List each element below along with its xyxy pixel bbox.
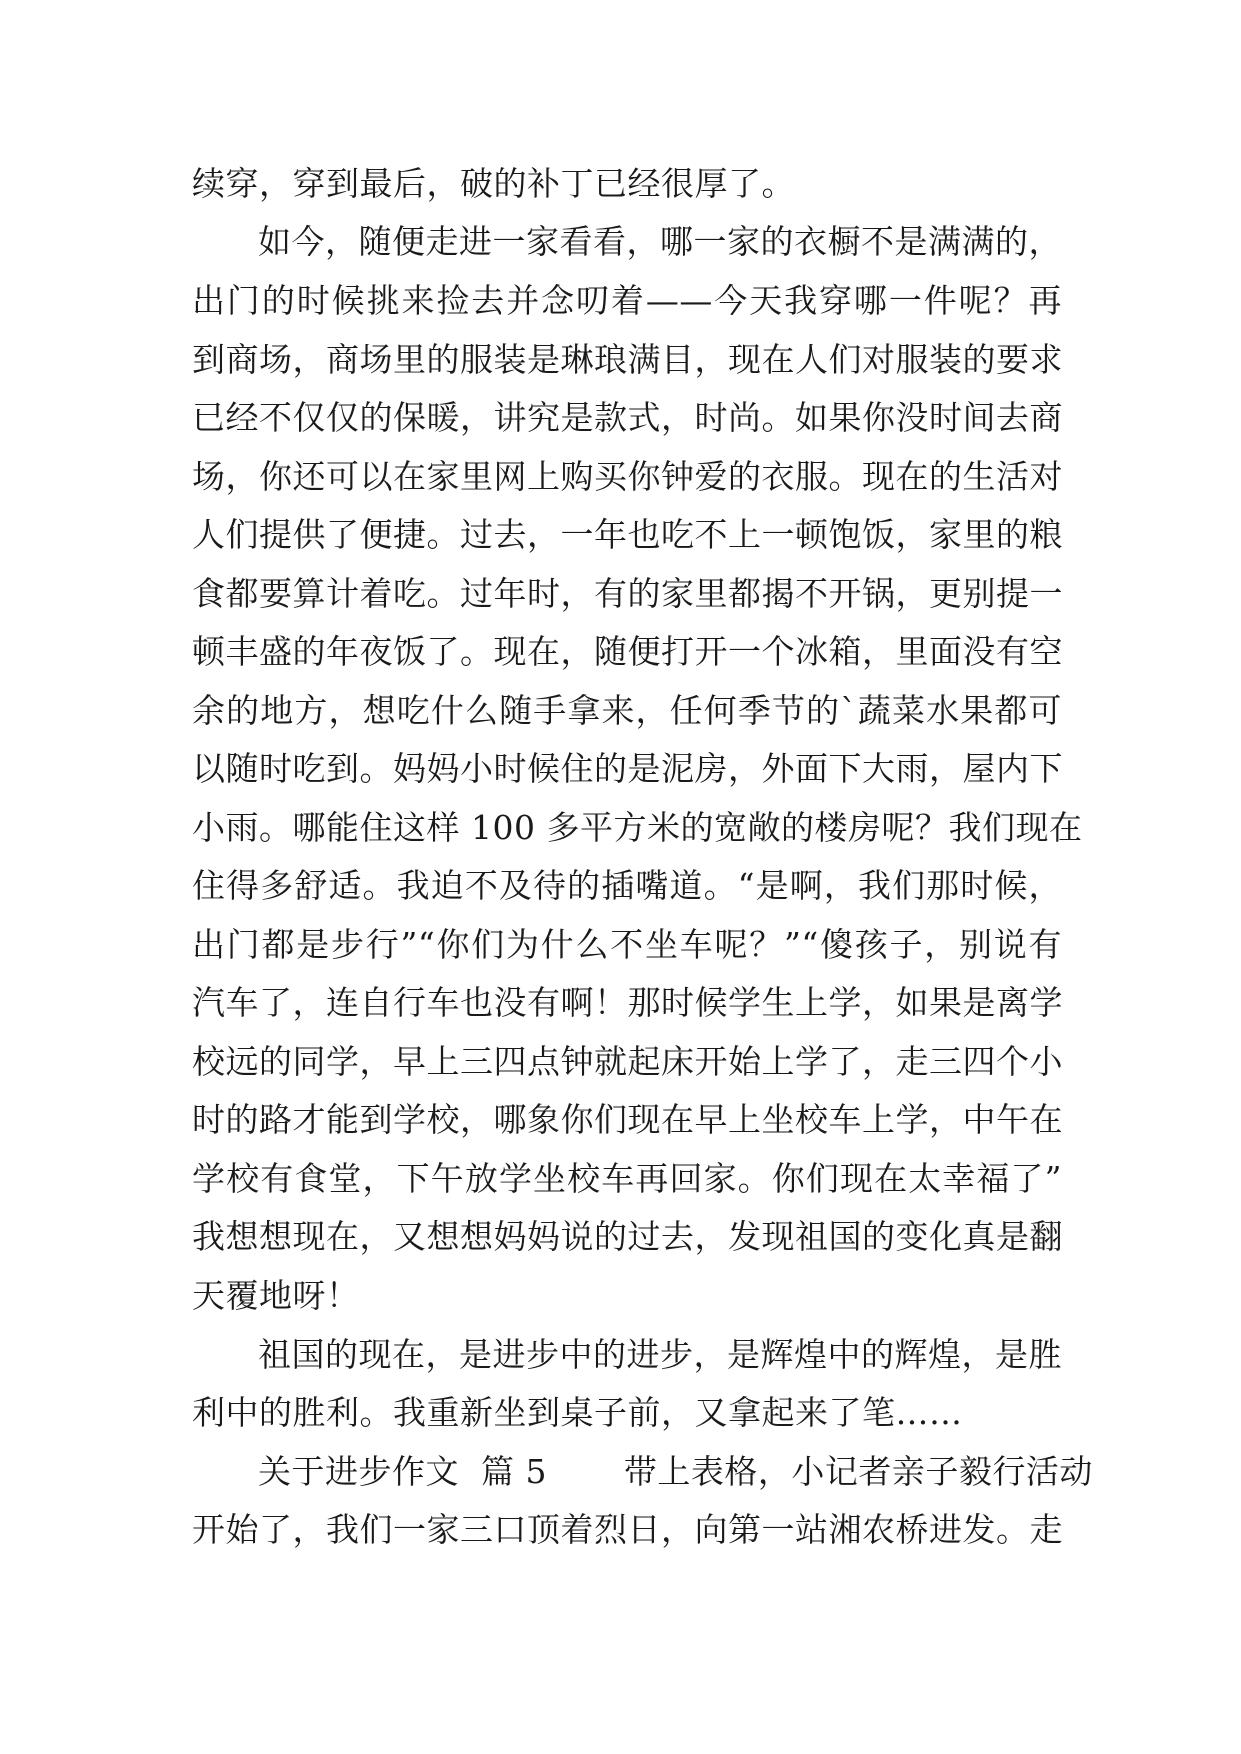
paragraph-first-line: 祖国的现在，是进步中的进步，是辉煌中的辉煌，是胜	[258, 1335, 1062, 1374]
text-line: 时的路才能到学校，哪象你们现在早上坐校车上学，中午在	[192, 1100, 1063, 1139]
text-line: 天覆地呀！	[192, 1276, 360, 1315]
text-line: 续穿，穿到最后，破的补丁已经很厚了。	[192, 164, 795, 203]
text-line: 学校有食堂，下午放学坐校车再回家。你们现在太幸福了”	[192, 1159, 1062, 1198]
text-line: 以随时吃到。妈妈小时候住的是泥房，外面下大雨，屋内下	[192, 749, 1063, 788]
text-line: 汽车了，连自行车也没有啊！那时候学生上学，如果是离学	[192, 983, 1063, 1022]
paragraph-first-line: 如今，随便走进一家看看，哪一家的衣橱不是满满的，	[258, 222, 1062, 261]
text-line: 利中的胜利。我重新坐到桌子前，又拿起来了笔……	[192, 1393, 963, 1432]
text-line: 校远的同学，早上三四点钟就起床开始上学了，走三四个小	[192, 1042, 1063, 1081]
text-line: 余的地方，想吃什么随手拿来，任何季节的`蔬菜水果都可	[192, 691, 1062, 730]
text-line: 小雨。哪能住这样 100 多平方米的宽敞的楼房呢？我们现在	[192, 808, 1083, 847]
text-line: 住得多舒适。我迫不及待的插嘴道。“是啊，我们那时候，	[192, 866, 1062, 905]
text-line: 食都要算计着吃。过年时，有的家里都揭不开锅，更别提一	[192, 574, 1063, 613]
text-line: 顿丰盛的年夜饭了。现在，随便打开一个冰箱，里面没有空	[192, 632, 1063, 671]
text-line: 出门都是步行”“你们为什么不坐车呢？”“傻孩子，别说有	[192, 925, 1062, 964]
text-line: 人们提供了便捷。过去，一年也吃不上一顿饱饭，家里的粮	[192, 515, 1063, 554]
text-line: 到商场，商场里的服装是琳琅满目，现在人们对服装的要求	[192, 340, 1063, 379]
text-line: 我想想现在，又想想妈妈说的过去，发现祖国的变化真是翻	[192, 1217, 1063, 1256]
section-heading-line: 关于进步作文 篇 5 带上表格，小记者亲子毅行活动	[258, 1452, 1093, 1491]
text-line: 已经不仅仅的保暖，讲究是款式，时尚。如果你没时间去商	[192, 398, 1063, 437]
text-line: 开始了，我们一家三口顶着烈日，向第一站湘农桥进发。走	[192, 1510, 1063, 1549]
text-line: 场，你还可以在家里网上购买你钟爱的衣服。现在的生活对	[192, 457, 1063, 496]
text-line: 出门的时候挑来捡去并念叨着——今天我穿哪一件呢？再	[192, 281, 1062, 320]
